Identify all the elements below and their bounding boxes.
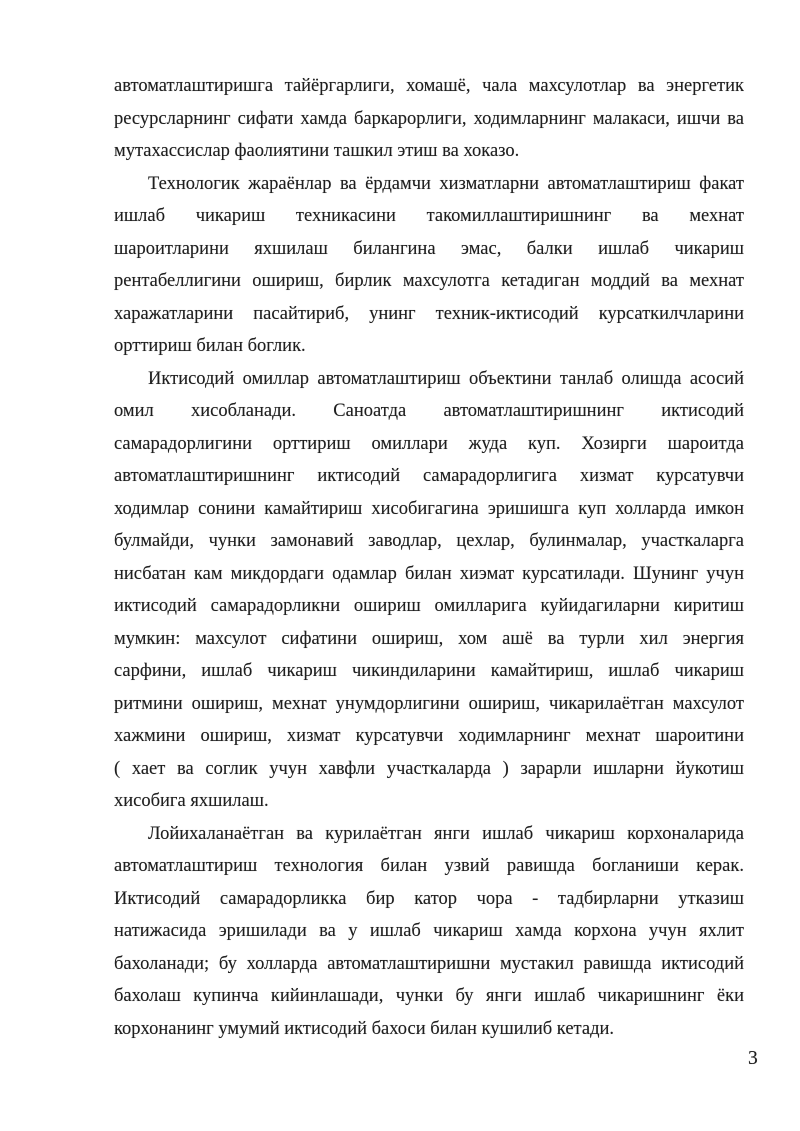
text-line: бахоланади; бу холларда автоматлаштиришни мустакил равишда иктисодий [114, 953, 744, 974]
text-line: Технологик жараёнлар ва ёрдамчи хизматларни автоматлаштириш факат [148, 173, 744, 194]
text-line: автоматлаштиришнинг иктисодий самарадорлигига хизмат курсатувчи [114, 466, 744, 486]
text-line: автоматлаштиришга тайёргарлиги, хомашё, чала махсулотлар ва энергетик [114, 76, 744, 96]
page-number: 3 [748, 1048, 758, 1069]
text-line: бахолаш купинча кийинлашади, чунки бу янги ишлаб чикаришнинг ёки [114, 986, 744, 1006]
text-line: мутахассислар фаолиятини ташкил этиш ва хоказо. [114, 141, 520, 161]
text-line: ресурсларнинг сифати хамда баркарорлиги, ходимларнинг малакаси, ишчи ва [114, 108, 744, 129]
text-line: хисобига яхшилаш. [114, 791, 269, 811]
text-line: ишлаб чикариш техникасини такомиллаштиришнинг ва мехнат [114, 206, 744, 226]
text-line: ритмини ошириш, мехнат унумдорлигини ошириш, чикарилаётган махсулот [114, 693, 744, 714]
text-line: харажатларини пасайтириб, унинг техник-иктисодий курсаткилчларини [114, 303, 744, 324]
text-line: ходимлар сонини камайтириш хисобигагина эришишга куп холларда имкон [114, 498, 744, 519]
text-line: омил хисобланади. Саноатда автоматлаштиришнинг иктисодий [114, 401, 744, 421]
text-line: самарадорлигини орттириш омиллари жуда куп. Хозирги шароитда [114, 433, 744, 454]
text-line: нисбатан кам микдордаги одамлар билан хиэмат курсатилади. Шунинг учун [114, 563, 744, 584]
text-line: автоматлаштириш технология билан узвий равишда богланиши керак. [114, 856, 744, 876]
text-line: натижасида эришилади ва у ишлаб чикариш хамда корхона учун яхлит [114, 921, 744, 941]
text-line: рентабеллигини ошириш, бирлик махсулотга кетадиган моддий ва мехнат [114, 271, 744, 291]
text-line: орттириш билан боглик. [114, 336, 306, 356]
text-line: хажмини ошириш, хизмат курсатувчи ходимларнинг мехнат шароитини [114, 726, 744, 746]
text-line: корхонанинг умумий иктисодий бахоси билан кушилиб кетади. [114, 1018, 615, 1039]
text-line: Лойихаланаётган ва курилаётган янги ишлаб чикариш корхоналарида [148, 823, 744, 844]
text-line: мумкин: махсулот сифатини ошириш, хом ашё ва турли хил энергия [114, 628, 744, 649]
page-text-block [114, 70, 744, 1045]
text-line: иктисодий самарадорликни ошириш омилларига куйидагиларни киритиш [114, 596, 744, 616]
text-line: ( хает ва соглик учун хавфли участкаларда ) зарарли ишларни йукотиш [114, 758, 744, 779]
text-line: булмайди, чунки замонавий заводлар, цехлар, булинмалар, участкаларга [114, 531, 744, 551]
text-line: Иктисодий омиллар автоматлаштириш объектини танлаб олишда асосий [148, 368, 744, 389]
text-line: шароитларини яхшилаш билангина эмас, балки ишлаб чикариш [114, 238, 744, 259]
text-line: сарфини, ишлаб чикариш чикиндиларини камайтириш, ишлаб чикариш [114, 661, 744, 681]
text-line: Иктисодий самарадорликка бир катор чора - тадбирларни утказиш [114, 888, 744, 909]
